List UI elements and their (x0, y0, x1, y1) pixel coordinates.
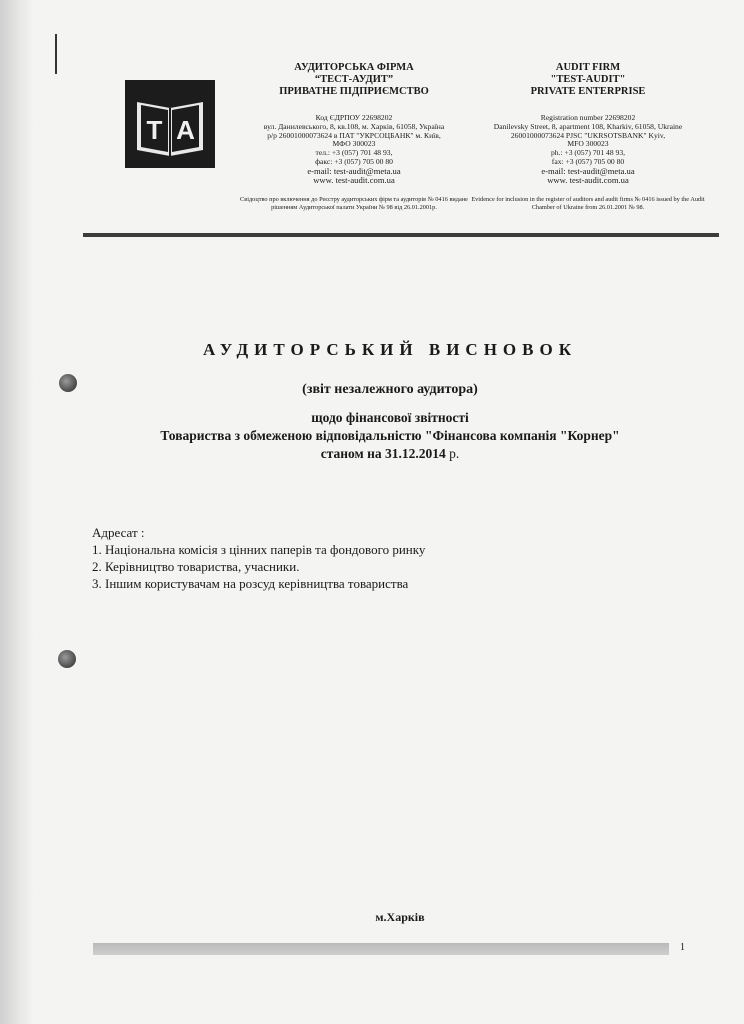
city: м.Харків (375, 910, 425, 924)
document-title: АУДИТОРСЬКИЙ ВИСНОВОК (202, 340, 578, 359)
date-line (90, 446, 690, 462)
fax: факс: +3 (057) 705 00 80 (315, 156, 393, 166)
open-book-icon (125, 80, 215, 168)
registry-note: Evidence for inclusion in the register of auditors and audit firms № 0416 issued by the Audit Chamber of Ukraine from 26.01.2001 № 98. (471, 196, 705, 212)
registry-note: Свідоцтво про включення до Реєстру аудиторських фірм та аудиторів № 0416 видане рішенням Аудиторської палати України № 98 від 26.01.2001р. (240, 196, 468, 212)
address-line: вул. Данилевського, 8, кв.108, м. Харків, 61058, Україна (263, 121, 445, 131)
website: www. test-audit.com.ua (313, 175, 395, 186)
punch-hole-icon (58, 650, 76, 668)
header-english (470, 62, 706, 213)
logo-letter-t: T (146, 115, 163, 145)
footer-divider (93, 943, 669, 955)
logo-letter-a: A (176, 115, 195, 145)
document-subtitle: (звіт незалежного аудитора) (302, 382, 478, 397)
addressee-label: Адресат : (92, 525, 145, 540)
bank-account: р/р 26001000073624 в ПАТ "УКРСОЦБАНК" м. Київ, (267, 130, 441, 140)
binding-shadow (0, 0, 34, 1024)
company-logo (125, 80, 215, 168)
addressee-item: 1. Національна комісія з цінних паперів та фондового ринку (92, 542, 426, 557)
firm-name-line: ПРИВАТНЕ ПІДПРИЄМСТВО (279, 86, 429, 98)
firm-name-line: PRIVATE ENTERPRISE (530, 86, 646, 98)
company-name-line: Товариства з обмеженою відповідальністю "Фінансова компанія "Корнер" (160, 428, 620, 443)
mfo: МФО 300023 (332, 139, 376, 149)
firm-name-line: АУДИТОРСЬКА ФІРМА (294, 62, 414, 73)
address-line: Danilevsky Street, 8, apartment 108, Kharkiv, 61058, Ukraine (493, 121, 683, 131)
header-ukrainian (240, 62, 468, 213)
firm-name-line: “ТЕСТ-АУДИТ” (314, 74, 394, 86)
firm-name-line: "TEST-AUDIT" (550, 74, 626, 86)
addressee-item: 3. Іншим користувачам на розсуд керівництва товариства (92, 576, 409, 591)
page-number: 1 (680, 942, 685, 953)
addressee-item: 2. Керівництво товариства, учасники. (92, 559, 300, 574)
email: e-mail: test-audit@meta.ua (307, 165, 401, 176)
mfo: MFO 300023 (567, 139, 609, 149)
title-block (90, 340, 690, 462)
subject-line: щодо фінансової звітності (311, 410, 469, 425)
margin-mark (55, 34, 57, 74)
website: www. test-audit.com.ua (547, 175, 629, 186)
registration-code: Registration number 22698202 (540, 113, 636, 123)
fax: fax: +3 (057) 705 00 80 (551, 156, 625, 166)
email: e-mail: test-audit@meta.ua (541, 165, 635, 176)
punch-hole-icon (59, 374, 77, 392)
date-line-tail: р. (445, 446, 460, 461)
registration-code: Код ЄДРПОУ 22698202 (315, 113, 393, 123)
header-divider (83, 233, 719, 237)
phone: ph.: +3 (057) 701 48 93, (550, 148, 626, 158)
phone: тел.: +3 (057) 701 48 93, (315, 148, 393, 158)
firm-name-line: AUDIT FIRM (555, 62, 621, 73)
date-line-bold: станом на 31.12.2014 (320, 446, 446, 461)
addressee-block (92, 524, 652, 592)
bank-account: 26001000073624 PJSC "UKRSOTSBANK" Kyiv, (510, 130, 666, 140)
